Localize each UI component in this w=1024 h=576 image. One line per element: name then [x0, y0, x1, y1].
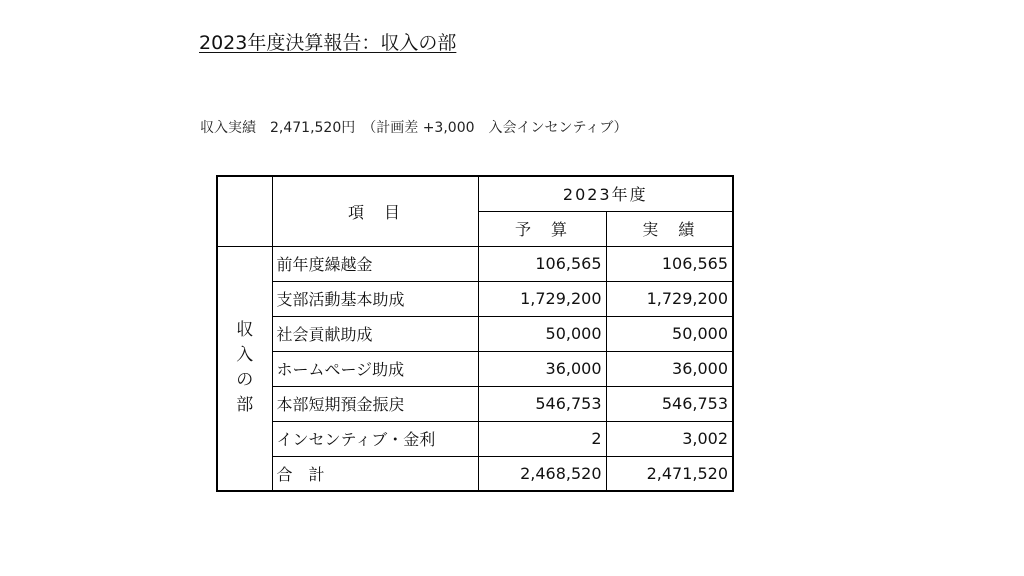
category-char: 部: [236, 395, 254, 416]
table-row: [217, 281, 733, 316]
income-table: [216, 175, 734, 492]
total-label: 合 計: [272, 456, 478, 491]
table-row: [217, 246, 733, 281]
table-row: [217, 316, 733, 351]
row-actual: 36,000: [606, 351, 733, 386]
total-actual: 2,471,520: [606, 456, 733, 491]
row-budget: 50,000: [478, 316, 606, 351]
header-row-1: [217, 176, 733, 211]
category-cell: [217, 246, 272, 491]
row-item: インセンティブ・金利: [272, 421, 478, 456]
row-actual: 3,002: [606, 421, 733, 456]
row-item: 支部活動基本助成: [272, 281, 478, 316]
row-budget: 36,000: [478, 351, 606, 386]
row-actual: 106,565: [606, 246, 733, 281]
table-row: [217, 386, 733, 421]
category-label: [236, 318, 253, 418]
header-budget: 予 算: [478, 211, 606, 246]
row-item: 本部短期預金振戻: [272, 386, 478, 421]
row-budget: 546,753: [478, 386, 606, 421]
header-item-label: 項 目: [272, 176, 478, 246]
row-budget: 1,729,200: [478, 281, 606, 316]
total-row: [217, 456, 733, 491]
row-actual: 50,000: [606, 316, 733, 351]
row-item: 社会貢献助成: [272, 316, 478, 351]
total-budget: 2,468,520: [478, 456, 606, 491]
category-char: 入: [236, 345, 254, 366]
header-blank-cell: [217, 176, 272, 246]
row-item: ホームページ助成: [272, 351, 478, 386]
page-title: 2023年度決算報告：収入の部: [199, 32, 457, 54]
category-char: 収: [236, 320, 254, 341]
category-char: の: [236, 370, 254, 391]
row-item: 前年度繰越金: [272, 246, 478, 281]
table-row: [217, 421, 733, 456]
row-actual: 1,729,200: [606, 281, 733, 316]
row-actual: 546,753: [606, 386, 733, 421]
header-actual: 実 績: [606, 211, 733, 246]
table-row: [217, 351, 733, 386]
row-budget: 2: [478, 421, 606, 456]
income-summary: 収入実績 2,471,520円 （計画差 +3,000 入会インセンティブ）: [200, 120, 628, 136]
row-budget: 106,565: [478, 246, 606, 281]
header-year: 2023年度: [478, 176, 733, 211]
